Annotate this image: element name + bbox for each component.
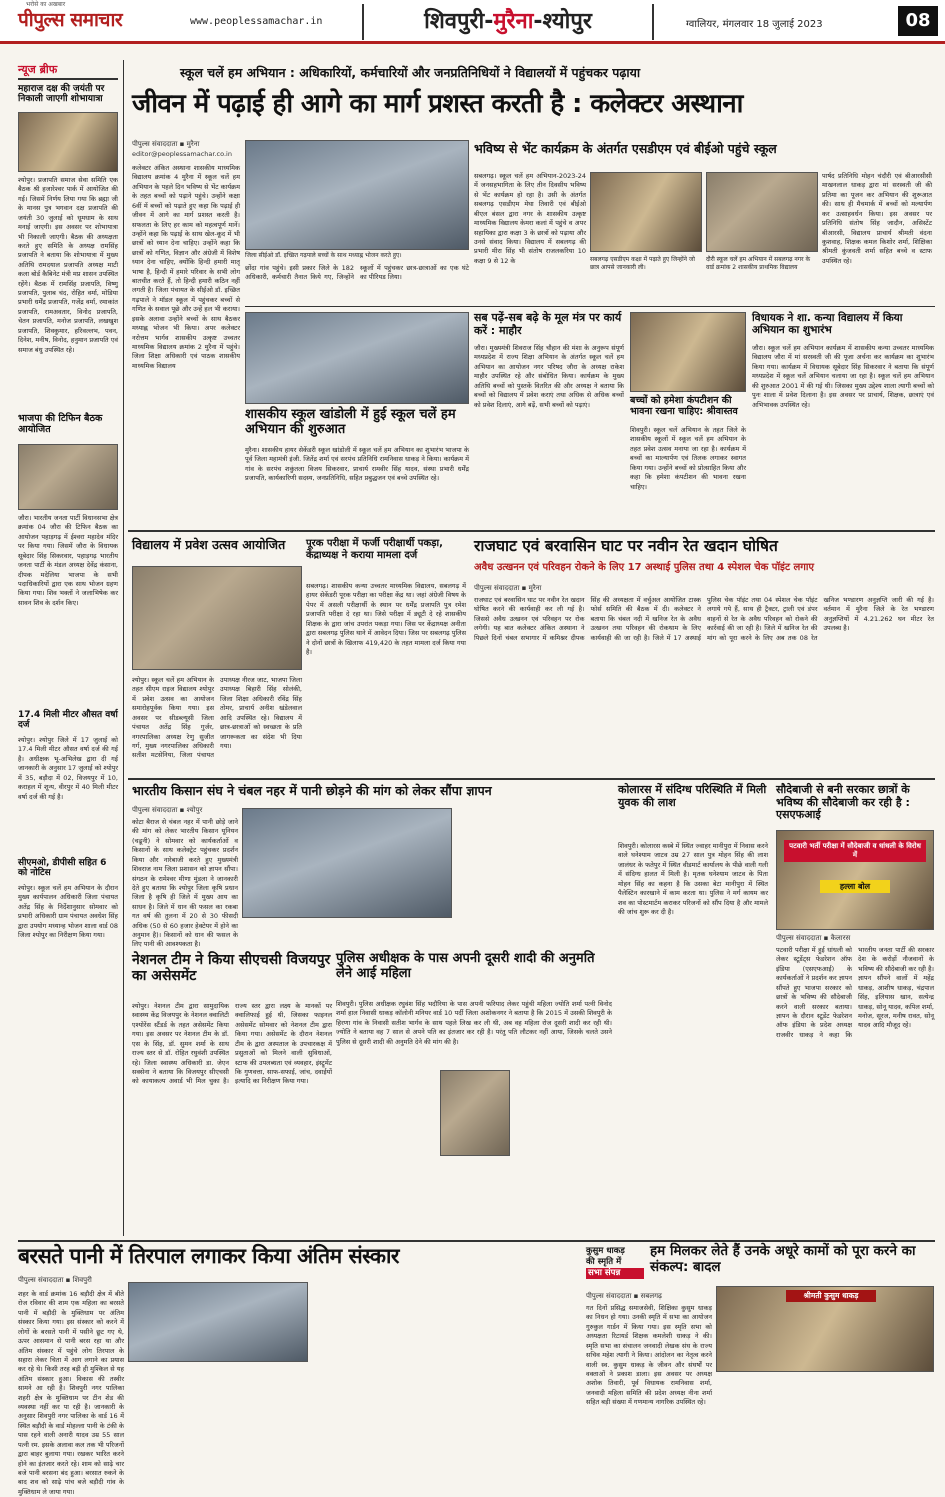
sand-text: राजघाट एवं बरवासिन घाट पर नवीन रेत खदान घोषित करने की कार्यवाही कर ली गई है। जिससे अवैध उत्खनन एवं परिवहन पर रोक लगेगी। यह बात कलेक्टर अंकित अस्थाना ने पिछले दिनों चंबल सभागार में कमिश्नर दीपक सिंह की अध्यक्षता में वर्चुअल आयोजित टास्क फोर्स समिति की बैठक में दी। कलेक्टर ने बताया कि चंबल नदी में खनिज रेत के अवैध उत्खनन तथा परिवहन की रोकथाम के लिए कार्यवाही की जा रही है। जिले में 17 अस्थाई पुलिस चेक पॉइंट तथा 04 स्पेशल चेक पॉइंट लगाये गये हैं, साथ ही ट्रैक्टर, ट्राली एवं डंपर वाहनों से रेत के अवैध परिवहन को रोकने की कार्रवाई की जा रही है। जिले में खनिज रेत की मांग को पूरा करने के लिए अब तक 08 रेत खनिज भण्डारण अनुज्ञप्ति जारी की गई है। वर्तमान में मुरैना जिले के रेत भण्डारण अनुज्ञप्तियों में 4.21.262 घन मीटर रेत उपलब्ध है। — [474, 596, 934, 642]
tagline: भरोसे का अखबार — [26, 1, 66, 8]
lead-headline: जीवन में पढ़ाई ही आगे का मार्ग प्रशस्त करती है : कलेक्टर अस्थाना — [132, 89, 743, 119]
news-brief-label: न्यूज ब्रीफ — [18, 63, 58, 76]
body-found-headline: कोलारस में संदिग्ध परिस्थिति में मिली युवक की लाश — [618, 783, 767, 809]
divider — [245, 306, 935, 307]
girls-school-headline: विधायक ने शा. कन्या विद्यालय में किया अभियान का शुभारंभ — [752, 312, 903, 337]
brief-4-title: सीएमओ, डीपीसी सहित 6 को नोटिस — [18, 858, 107, 879]
lead-caption: जिला सीईओ डॉ. इच्छित गढ़पाले बच्चों के साथ मध्याह्न भोजन करते हुए। — [245, 252, 402, 259]
sand-headline: राजघाट एवं बरवासिन घाट पर नवीन रेत खदान घोषित — [474, 537, 778, 555]
kisan-text-cont — [242, 922, 612, 946]
lead-email[interactable]: editor@peoplessamachar.co.in — [132, 150, 232, 158]
srivastava-photo — [630, 312, 746, 392]
kisan-photo — [242, 808, 452, 918]
masthead — [0, 0, 945, 44]
exam-byline: पीपुल्स संवाददाता ▪ कैलारस — [776, 934, 851, 942]
kusum-text-cont — [716, 1376, 934, 1438]
lead-text: कलेक्टर अंकित अस्थाना शासकीय माध्यमिक विद्यालय क्रमांक 4 मुरैना में स्कूल चलें हम अभियान के पहले दिन भविष्य से भेंट कार्यक्रम के तहत बच्चों को पढ़ाने पहुंचे। उन्होंने कक्षा 6वीं में बच्चों को पढ़ाते हुए कहा कि पढ़ाई ही जीवन में आगे का मार्ग प्रशस्त करती है। सफलता के लिए हर काम को महत्वपूर्ण मानें। उन्होंने कहा कि पढ़ाई के साथ खेल-कूद में भी छात्रों को ध्यान देना चाहिए। उन्होंने कहा कि छात्रों को गणित, विज्ञान और अंग्रेजी में विशेष ध्यान देना चाहिए, क्योंकि हिन्दी हमारी मातृ भाषा है, हिन्दी में हमारे परिवार के सभी लोग बातचीत करते हैं, तो हिन्दी हमारी कठिन नहीं लगती है। जिला पंचायत के सीईओ डॉ. इच्छित गढ़पाले ने मॉडल स्कूल में पहुंचकर बच्चों से गणित के सवाल पूछे और उन्हें हल भी कराया। इसके अलावा उन्होंने बच्चों के साथ बैठकर मध्याह्न भोजन भी किया। अपर कलेक्टर नरोत्तम भार्गव शासकीय उत्कृष्ट उच्चतर माध्यमिक विद्यालय क्रमांक 2 मुरैना में पहुंचे। जिला शिक्षा अधिकारी एवं पाठक शासकीय माध्यमिक विद्यालय — [132, 164, 240, 370]
lead-byline: पीपुल्स संवाददाता ▪ मुरैना — [132, 140, 200, 148]
brief-4-text: श्योपुर। स्कूल चलें हम अभियान के दौरान मुख्य कार्यपालन अधिकारी जिला पंचायत अतेंद्र सिंह के निर्देशानुसार सोमवार को प्रभारी अधिकारी ग्राम पंचायत अवधेश सिंह द्वारा उपयोग मध्यान्ह भोजन शाला वार्ड 08 जिला श्योपुर का निरीक्षण किया गया। — [18, 884, 118, 940]
page-number: 08 — [898, 6, 938, 36]
divider — [128, 530, 935, 532]
funeral-text-cont — [128, 1366, 578, 1438]
kisan-byline: पीपुल्स संवाददाता ▪ श्योपुर — [132, 806, 203, 814]
brief-2-title: भाजपा की टिफिन बैठक आयोजित — [18, 413, 103, 435]
khandoli-photo — [245, 312, 469, 404]
exam-banner: पटवारी भर्ती परीक्षा में सौदेबाजी व धांधली के विरोध में — [784, 840, 926, 862]
kusum-kicker: कुसुम धाकड़ की स्मृति में सभा संपन्न — [586, 1246, 644, 1279]
exam-text: पटवारी परीक्षा में हुई धांधली को लेकर स्टूडेंट्स फेडरेशन ऑफ इंडिया (एसएफआई) के कार्यकर्ताओं ने प्रदर्शन कर ज्ञापन सौंपते हुए भाजपा सरकार को छात्रों के भविष्य की सौदेबाजी करने वाली सरकार बताया। ज्ञापन के दौरान स्टूडेंट फेडरेशन ऑफ इंडिया के प्रदेश अध्यक्ष राजवीर धाकड़ ने कहा कि भारतीय जनता पार्टी की सरकार देश के करोड़ों नौजवानों के भविष्य की सौदेबाजी कर रही है। ज्ञापन सौंपने वालों में महेंद्र धाकड़, आशीष धाकड़, चंद्रपाल सिंह, इलियास खान, सत्येन्द्र धाकड़, सोनू यादव, कपिल शर्मा, मनोज, सूरज, मनीष रावत, सोनू यादव आदि मौजूद रहे। — [776, 946, 934, 1039]
admission-text: श्योपुर। स्कूल चलें हम अभियान के तहत सीएम राइज विद्यालय श्योपुर में प्रवेश उत्सव का आयोजन समारोहपूर्वक किया गया। इस अवसर पर सीडब्ल्यूसी जिला पंचायत अतेंद्र सिंह गुर्जर, नगरपालिका अध्यक्ष रेणु सुजीत गर्ग, मुख्य नगरपालिका अधिकारी सतीश मटसेनिया, जिला पंचायत उपाध्यक्ष नीरज जाट, भाजपा जिला उपाध्यक्ष बिहारी सिंह सोलंकी, जिला शिक्षा अधिकारी रविंद्र सिंह तोमर, प्राचार्य अनीश खंडेलवाल आदि उपस्थित रहे। विद्यालय में छात्र-छात्राओं को स्वच्छता के प्रति जागरूकता का संदेश भी दिया गया। — [132, 676, 302, 760]
mahor-text: जौरा। मुख्यमंत्री शिवराज सिंह चौहान की मंशा के अनुरूप संपूर्ण मध्यप्रदेश में राज्य शिक्षा अभियान के अंतर्गत स्कूल चलें हम अभियान का आयोजन नगर परिषद जौरा के अध्यक्ष राकेश माहौर उपस्थित रहे और संबोधित किया। कार्यक्रम के मुख्य अतिथि बच्चों को पुस्तकें वितरित की और अध्यक्ष ने बताया कि बच्चों को विद्यालय में प्रवेश कराएं तथा अधिक से अधिक बच्चों को प्रवेश दिलाएं, आगे बढ़ें, सभी बच्चों को पढ़ाएं। — [474, 344, 624, 409]
funeral-photo — [128, 1282, 308, 1362]
dateline: ग्वालियर, मंगलवार 18 जुलाई 2023 — [686, 19, 823, 30]
brief-1-text: श्योपुर। प्रजापति समाज सेवा समिति एक बैठक श्री हजारेश्वर पार्क में आयोजित की गई। जिसमें निर्णय लिया गया कि ब्रह्मा जी के मानस पुत्र भगवान दक्ष प्रजापति की जयंती 30 जुलाई को धूमधाम के साथ मनाई जाएगी। इस अवसर पर शोभायात्रा भी निकाली जाएगी। बैठक की अध्यक्षता करते हुए समिति के अध्यक्ष रामसिंह प्रजापति ने बताया कि शोभायात्रा में मुख्य अतिथि रामदयाल प्रजापति अध्यक्ष माटी कला बोर्ड कैबिनेट मंत्री मप्र शासन उपस्थित रहेंगे। बैठक में रामसिंह प्रजापति, विष्णु प्रजापति, पुलाब चंद, रोहित वर्मा, मोडिया प्रभारी धर्मेंद्र प्रजापति, गजेंद्र वर्मा, रमाकांत प्रजापति, रामअवतार, विनोद प्रजापति, चेतन प्रजापति, मनोज प्रजापति, लखखुश प्रजापति, शिवकुमार, हरिवल्लभ, पवन, दिनेश, मनीष, विनोद, हनुमान प्रजापति एवं समाज बंधु उपस्थित रहे। — [18, 176, 118, 354]
srivastava-headline: बच्चों को हमेशा कंपटीशन की भावना रखना चाहिए: श्रीवास्तव — [630, 395, 738, 417]
funeral-text: शहर के वार्ड क्रमांक 16 बड़ौदी क्षेत्र में बीते रोज रविवार की शाम एक महिला का बरसते पानी में बड़ौदी के मुक्तिधाम पर अंतिम संस्कार किया गया। इस संस्कार को करने में लोगों के बरसते पानी में पसीने छूट गए थे, ऊपर आसमान से पानी बरस रहा था और अंतिम संस्कार में पहुंचे लोग तिरपाल के सहारा लेकर चिता में आग लगाने का प्रयास कर रहे थे। किसी तरह बड़ी ही मुश्किल से यह अंतिम संस्कार हुआ। विकास की तस्वीर सामने आ रही है। शिवपुरी नगर पालिका शहरी क्षेत्र के मुक्तिधाम पर टीन शेड की व्यवस्था नहीं कर पा रही है। जानकारी के अनुसार शिवपुरी नगर पालिका के वार्ड 16 में स्थित बड़ौदी के वार्ड मोहल्ला पानी के टंकी के पास रहने वाली अनारी यादव उम्र 55 साल पत्नी रम. इसके अलावा कल तक भी परिजनों द्वारा बाहर बुलाया गया। रखकर भारित करने होने का इंतजार करते रहे। शाम को साढ़े चार बजे पानी बरसना बंद हुआ। बरसात रुकने के बाद शव को साढ़े पांच बजे बड़ौदी गांव के मुक्तिधाम ले जाया गया। — [18, 1290, 124, 1496]
fraud-headline: पूरक परीक्षा में फर्जी परीक्षार्थी पकड़ा, केंद्राध्यक्ष ने कराया मामला दर्ज — [306, 538, 443, 561]
brief-2-photo — [18, 444, 118, 510]
kusum-text: गत दिनों प्रसिद्ध समाजसेवी, शिक्षिका कुसुम धाकड़ का निधन हो गया। उनकी स्मृति में सभा का आयोजन गुरुकुल गार्डन में किया गया। इस स्मृति सभा को अध्यक्षता रिटायर्ड शिक्षक कमलेशी धाकड़ ने की। स्मृति सभा का संचालन जनवादी लेखक संघ के राज्य सचिव महेश त्यागी ने किया। आंदोलन का नेतृत्व करने वाली स्व. कुसुम धाकड़ के जीवन और संघर्षों पर वक्ताओं ने प्रकाश डाला। इस अवसर पर अध्यक्ष अशोक तिवारी, पूर्व विधायक रामनिवास शर्मा, जनवादी महिला समिति की प्रदेश अध्यक्ष नीना शर्मा सहित बड़ी संख्या में गणमान्य नागरिक उपस्थित रहे। — [586, 1304, 712, 1407]
website-url[interactable]: www.peoplessamachar.in — [190, 16, 323, 27]
sdm-text-2: पार्षद प्रतिनिधि मोहन चंदौरी एवं बीआरसीसी माखनलाल धाकड़ द्वारा मां सरस्वती जी की प्रतिमा का पूजन कर अभियान की शुरूआत की। साथ ही मैचमार्क में बच्चों को मल्यार्पण कर उत्साहवर्धन किया। इस अवसर पर प्रतिनिधि संतोष सिंह जादौन, असिस्टेंट बीआरसी, विद्यालय प्राचार्य श्रीमती वंदना कुशवाह, शिक्षक कमल किशोर शर्मा, शिक्षिका श्रीमती कुंजवती शर्मा सहित बच्चे व स्टाफ उपस्थित रहे। — [822, 172, 932, 265]
brief-3-title: 17.4 मिली मीटर औसत वर्षा दर्ज — [18, 710, 118, 731]
police-headline: पुलिस अधीक्षक के पास अपनी दूसरी शादी की अनुमति लेने आई महिला — [336, 951, 595, 981]
sdm-headline: भविष्य से भेंट कार्यक्रम के अंतर्गत एसडीएम एवं बीईओ पहुंचे स्कूल — [474, 141, 777, 156]
divider — [18, 78, 118, 80]
region-title: शिवपुरी-मुरैना-श्योपुर — [362, 4, 654, 40]
khandoli-text: मुरैना। शासकीय हायर सेकेंडरी स्कूल खांडोली में स्कूल चलें हम अभियान का शुभारंभ भाजपा के पूर्व जिला महामंत्री इंजी. जितेंद्र शर्मा एवं सरपंच प्रतिनिधि रामनिवास धाकड़ ने किया। कार्यक्रम में गांव के सरपंच शकुंतला विजय सिकरवार, प्राचार्य रामवीर सिंह यादव, संस्था प्रभारी धर्मेंद्र प्रजापति, कार्यकारिणी सदस्य, जनप्रतिनिधि, सहित प्रबुद्धजन एवं बच्चे उपस्थित रहे। — [245, 446, 469, 483]
kusum-byline: पीपुल्स संवाददाता ▪ सबलगढ़ — [586, 1292, 663, 1300]
brief-3-text: श्योपुर। श्योपुर जिले में 17 जुलाई को 17.4 मिली मीटर औसत वर्षा दर्ज की गई है। अधीक्षक भू-अभिलेख द्वारा दी गई जानकारी के अनुसार 17 जुलाई को श्योपुर में 35, बड़ौदा में 02, विजयपुर में 10, कराहल में शून्य, वीरपुर में 40 मिली मीटर वर्षा दर्ज की गई है। — [18, 736, 118, 801]
brief-1-photo — [18, 112, 118, 172]
exam-headline: सौदेबाजी से बनी सरकार छात्रों के भविष्य की सौदेबाजी कर रही है : एसएफआई — [776, 783, 910, 822]
divider — [128, 778, 935, 780]
kisan-text: कोटा बैराज से चंबल नहर में पानी छोड़े जाने की मांग को लेकर भारतीय किसान यूनियन (चढूनी) ने सोमवार को कार्यकर्ताओं व किसानों के साथ कलेक्ट्रेट पहुंचकर प्रदर्शन किया और नारेबाजी करते हुए मुख्यमंत्री शिवराज नाम जिला प्रशासन को ज्ञापन सौंपा। संगठन के रामेश्वर मीणा मुंडला ने जानकारी देते हुए बताया कि श्योपुर जिला कृषि प्रधान जिला है कृषि ही जिले में मुख्य आय का साधन है। जिले में धान की फसल का रकबा गत वर्ष की तुलना में 20 से 30 फीसदी अधिक (50 से 60 हजार हेक्टेयर में होने का अनुमान है)। किसानों को धान की फसल के लिए पानी की आवश्यकता है। — [132, 818, 238, 949]
exam-banner-2: हल्ला बोल — [820, 880, 890, 893]
brief-1-title: महाराज दक्ष की जयंती पर निकाली जाएगी शोभायात्रा — [18, 84, 105, 105]
kusum-banner: श्रीमती कुसुम धाकड़ — [786, 1290, 876, 1302]
fraud-text: सबलगढ़। शासकीय कन्या उच्चतर माध्यमिक विद्यालय, सबलगढ़ में हायर सेकेंडरी पूरक परीक्षा का परीक्षा केंद्र था। जहां अंग्रेजी विषय के पेपर में असली परीक्षार्थी के स्थान पर धर्मेंद्र प्रजापति पुत्र रमेश प्रजापति परीक्षा दे रहा था। जिसे परीक्षा में ड्यूटी दे रहे शासकीय शिक्षक के द्वारा जांच उपरांत पकड़ा गया। जिस पर केंद्राध्यक्ष अनीता द्वारा सबलगढ़ पुलिस थाने में आवेदन दिया। जिस पर सबलगढ़ पुलिस ने दोनों छात्रों के खिलाफ 419,420 के तहत मामला दर्ज किया गया है। — [306, 582, 466, 656]
srivastava-text: शिवपुरी। स्कूल चलें अभियान के तहत जिले के शासकीय स्कूलों में स्कूल चलें हम अभियान के तहत प्रवेश उत्सव मनाया जा रहा है। कार्यक्रम में बच्चों का माल्यार्पण एवं तिलक लगाकर स्वागत किया गया। उन्होंने बच्चों को प्रोत्साहित किया और कहा कि हमेशा कंपटीशन की भावना रखना चाहिए। — [630, 426, 746, 491]
sand-byline: पीपुल्स संवाददाता ▪ मुरैना — [474, 584, 542, 592]
kusum-headline: हम मिलकर लेते हैं उनके अधूरे कामों को पूरा करने का संकल्प: बादल — [650, 1243, 916, 1275]
mahor-headline: सब पढ़ें-सब बढ़े के मूल मंत्र पर कार्य करें : माहौर — [474, 311, 622, 337]
lead-text-2: छोंदा गांव पहुंचे। इसी प्रकार जिले के 182 अधिकारी, कर्मचारी तैनात किये गए, जिन्होंने स्कूलों में पहुंचकर छात्र-छात्राओं का एक घंटे का पीरियड लिया। — [245, 264, 469, 282]
funeral-headline: बरसते पानी में तिरपाल लगाकर किया अंतिम संस्कार — [18, 1244, 399, 1268]
sand-subhead: अवैध उत्खनन एवं परिवहन रोकने के लिए 17 अस्थाई पुलिस तथा 4 स्पेशल चेक पॉइंट लगाए — [474, 562, 815, 573]
admission-headline: विद्यालय में प्रवेश उत्सव आयोजित — [132, 537, 286, 552]
lead-kicker: स्कूल चलें हम अभियान : अधिकारियों, कर्मचारियों और जनप्रतिनिधियों ने विद्यालयों में पहुंचकर पढ़ाया — [180, 65, 641, 80]
kisan-headline: भारतीय किसान संघ ने चंबल नहर में पानी छोड़ने की मांग को लेकर सौंपा ज्ञापन — [132, 783, 492, 798]
admission-photo — [132, 566, 302, 670]
sdm-text: सबलगढ़। स्कूल चलें हम अभियान-2023-24 में जनसहभागिता के लिए तीन दिवसीय भविष्य से भेंट कार्यक्रम हो रहा है। उसी के अंतर्गत सबलगढ़ एसडीएम मेघा तिवारी एवं बीईओ बीएल बंसल द्वारा नगर के शासकीय उत्कृष्ट माध्यमिक विद्यालय केमरा कलां में पहुंचे व अपर सहायिका द्वारा कक्षा 3 के छात्रों को पढ़ाया और उनसे संवाद किया। विद्यालय में सबलगढ़ की प्रभारी मीरा सिंह भी संतोष राजलकरिया 10 कक्षा 9 से 12 के — [474, 172, 586, 265]
newspaper-logo: पीपुल्स समाचार — [18, 9, 123, 31]
body-found-text: शिवपुरी। कोलारस कस्बे में स्थित ज्वाहर मानीपुरा में निवास करने वाले घनेश्याम जाटव उम्र 27 साल पुत्र मोहन सिंह की लाश जालंधर के फतेपुर में स्थित वीडमार्ट कार्यालय के पीछे वाली गली में संदिग्ध हालत में मिली है। मृतक घनेश्याम जाटव के पिता मोहन सिंह का कहना है कि उसका बेटा मानीपुरा में स्थित पैलेस्टिन कारखाने में काम करता था। पुलिस ने मर्ग कायम कर शव का पोस्टमार्टम कराकर परिजनों को सौंप दिया है और मामले की जांच शुरू कर दी है। — [618, 842, 768, 916]
nhm-text: श्योपुर। नेशनल टीम द्वारा सामुदायिक स्वास्थ्य केंद्र विजयपुर के नेशनल क्वालिटी एश्योरेंस स्टैंडर्ड के तहत असेसमेंट किया गया। इस अवसर पर नेशनल टीम के डॉ. एस के सिंह, डॉ. सुमन शर्मा के साथ राज्य स्तर से डॉ. रोहित रघुवंशी उपस्थित रहे। जिला स्वास्थ्य अधिकारी डा. जेएन सक्सेना ने बताया कि विजयपुर सीएचसी को कायाकल्प अवार्ड भी मिल चुका है। राज्य स्तर द्वारा लक्ष्य के मानकों पर क्वालिफाई हुई थी, जिसका फाइनल असेसमेंट सोमवार को नेशनल टीम द्वारा किया गया। असेसमेंट के दौरान नेशनल टीम के द्वारा अस्पताल के उपचारकक्ष में प्रसुताओं को मिलने वाली सुविधाओं, स्टाफ की उपलब्धता एवं व्यवहार, इंस्ट्रूमेंट कि गुणवत्ता, साफ-सफाई, जांच, दवाईयों इत्यादि का निरीक्षण किया गया। — [132, 1002, 332, 1086]
police-text: शिवपुरी। पुलिस अधीक्षक रघुवंश सिंह भदौरिया के पास अपनी फरियाद लेकर पहुंची महिला ज्योति शर्मा पत्नी विनोद शर्मा हाल निवासी धाकड़ कॉलोनी मनियर वार्ड 10 पर्दी जिला अशोकनगर ने बताया है कि 2015 में उसकी शिवपुरी के हिरणा गांव के निवासी सतीश भार्गव के साथ पहले लिख कर ली थी, अब वह महिला रोज दूसरी शादी कर रही थी। ज्योति ने बताया वह 7 साल से अपने पति का इंतजार कर रही है। परंतु पति लौटकर नहीं आया, जिसके चलते उसने पुलिस से दूसरी शादी की अनुमति देने की मांग की है। — [336, 1000, 612, 1046]
nhm-headline: नेशनल टीम ने किया सीएचसी विजयपुर का असेसमेंट — [132, 952, 331, 985]
brief-2-text: जौरा। भारतीय जनता पार्टी विधानसभा क्षेत्र क्रमांक 04 जौरा की टिफिन बैठक का आयोजन पहाड़गढ़ में ईश्वरा महादेव मंदिर पर किया गया। जिसमें जौरा के विधायक सूबेदार सिंह सिकरवार, पहाड़गढ़ भारतीय जनता पार्टी के मंडल अध्यक्ष देवेंद्र कंसाना, दीपक मदेलिया भाजपा के सभी पदाधिकारियों द्वारा एक साथ भोजन ग्रहण किया गया। शिव भक्तों ने जलाभिषेक कर सावन शिव के दर्शन किए। — [18, 514, 118, 607]
lead-photo — [245, 140, 469, 250]
sdm-caption-2: दौरी स्कूल चलें हम अभियान में सबलगढ़ नगर के वार्ड क्रमांक 2 शासकीय प्राथमिक विद्यालय — [706, 256, 811, 271]
column-rule — [123, 60, 124, 1236]
divider — [18, 1240, 935, 1242]
sdm-photo-1 — [590, 172, 702, 252]
sdm-caption-1: सबलगढ़ एसडीएम कक्षा में पढ़ाते हुए जिन्होंने जो छात्र आपसे जानकारी ली। — [590, 256, 695, 271]
khandoli-headline: शासकीय स्कूल खांडोली में हुई स्कूल चलें हम अभियान की शुरुआत — [245, 407, 456, 437]
girls-school-text: जौरा। स्कूल चलें हम अभियान कार्यक्रम में शासकीय कन्या उच्चतर माध्यमिक विद्यालय जौरा में मां सरस्वती जी की पूजा अर्चना कर कार्यक्रम का शुभारंभ किया गया। कार्यक्रम में विधायक सूबेदार सिंह सिकरवार ने बताया कि संपूर्ण मध्यप्रदेश में स्कूल चलें अभियान चलाया जा रहा है। स्कूल चलें हम अभियान की शुरुआत 2001 में की गई थी। जिसका मुख्य उद्देश्य शाला त्यागी बच्चों को पुनः शाला में प्रवेश दिलाना है। इस अवसर पर प्राचार्य, शिक्षक, छात्राएं एवं अभिभावक उपस्थित रहे। — [752, 344, 934, 409]
funeral-byline: पीपुल्स संवाददाता ▪ शिवपुरी — [18, 1276, 92, 1284]
sdm-photo-2 — [706, 172, 818, 252]
